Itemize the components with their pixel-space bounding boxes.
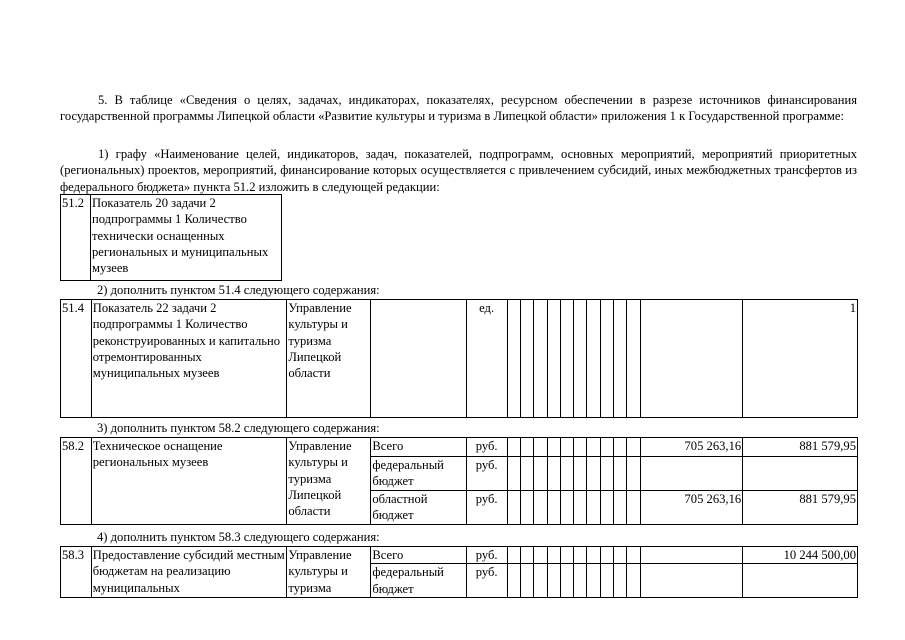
table-row [61,547,858,564]
row-source: федеральный бюджет [371,564,466,598]
row-source: федеральный бюджет [371,457,466,491]
row-unit: руб. [466,547,507,564]
row-source: областной бюджет [371,491,466,525]
row-name: Предоставление субсидий местным бюджетам на реализацию муниципальных [91,547,287,598]
row-value-2 [743,564,858,598]
row-executor: Управление культуры и туризма Липецкой области [287,300,371,418]
row-number: 58.2 [61,438,92,525]
row-unit: руб. [466,438,507,457]
row-number: 51.4 [61,300,92,418]
row-value-2 [743,457,858,491]
table-58-2 [60,437,858,525]
table-row [61,438,858,457]
row-unit: руб. [466,491,507,525]
row-value-2: 1 [743,300,858,418]
row-name: Показатель 20 задачи 2 подпрограммы 1 Количество технически оснащенных региональных и муниципальных музеев [91,195,282,281]
row-value-1 [640,300,742,418]
table-51-2 [60,194,282,281]
row-unit: руб. [466,564,507,598]
table-51-4 [60,299,858,418]
row-value-1: 705 263,16 [640,491,742,525]
row-name: Техническое оснащение региональных музеев [91,438,287,525]
row-source [371,300,466,418]
table-row [61,300,858,418]
table-row [61,195,282,281]
row-value-2: 881 579,95 [743,438,858,457]
row-value-1 [640,547,742,564]
row-unit: руб. [466,457,507,491]
row-source: Всего [371,547,466,564]
row-value-1: 705 263,16 [640,438,742,457]
row-unit: ед. [466,300,507,418]
row-executor: Управление культуры и туризма [287,547,371,598]
row-number: 51.2 [61,195,91,281]
row-value-1 [640,564,742,598]
row-name: Показатель 22 задачи 2 подпрограммы 1 Количество реконструированных и капитально отремонтированных муниципальных музеев [91,300,287,418]
row-value-2: 10 244 500,00 [743,547,858,564]
row-executor: Управление культуры и туризма Липецкой области [287,438,371,525]
row-value-1 [640,457,742,491]
paragraph-item-5: 5. В таблице «Сведения о целях, задачах, индикаторах, показателях, ресурсном обеспечении в разрезе источников финансирования государственной программы Липецкой области «Развитие культуры и туризма в Липецкой области» приложения 1 к Государственной программе: [60,93,857,124]
subheading-4: 4) дополнить пунктом 58.3 следующего содержания: [97,530,380,544]
subheading-2: 2) дополнить пунктом 51.4 следующего содержания: [97,283,380,297]
row-number: 58.3 [61,547,92,598]
subheading-3: 3) дополнить пунктом 58.2 следующего содержания: [97,421,380,435]
table-58-3 [60,546,858,598]
row-source: Всего [371,438,466,457]
row-value-2: 881 579,95 [743,491,858,525]
paragraph-subitem-1: 1) графу «Наименование целей, индикаторов, задач, показателей, подпрограмм, основных мероприятий, мероприятий приоритетных (региональных) проектов, мероприятий, финансирование которых осуществляется с привлечением субсидий, иных межбюджетных трансфертов из федерального бюджета» пункта 51.2 изложить в следующей редакции: [60,147,857,194]
